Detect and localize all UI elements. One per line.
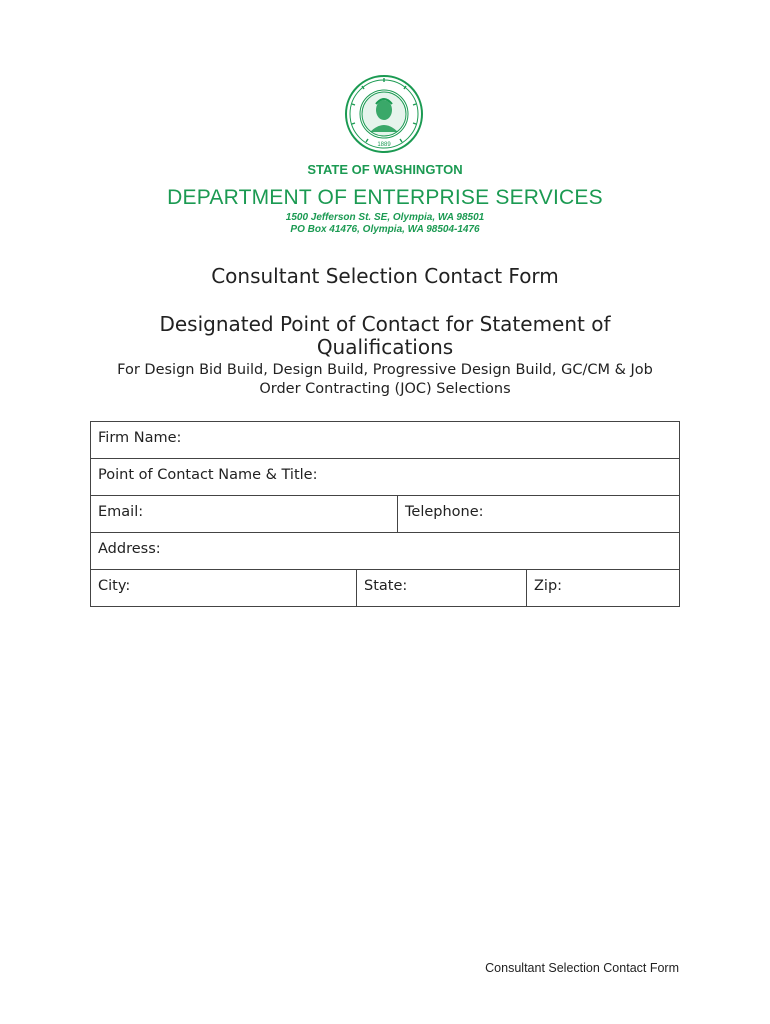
- zip-field[interactable]: Zip:: [526, 570, 679, 606]
- address-field[interactable]: Address:: [98, 541, 161, 557]
- city-state-zip-row: [91, 570, 679, 606]
- email-telephone-row: [91, 496, 679, 533]
- form-description: For Design Bid Build, Design Build, Progressive Design Build, GC/CM & Job Order Contracting (JOC) Selections: [117, 362, 653, 397]
- firm-name-row: [91, 422, 679, 459]
- email-field[interactable]: Email:: [98, 504, 144, 520]
- form-subtitle: Designated Point of Contact for Statement of Qualifications: [159, 312, 611, 359]
- telephone-field[interactable]: Telephone:: [397, 496, 679, 532]
- form-title: Consultant Selection Contact Form: [211, 264, 559, 288]
- washington-seal-icon: [344, 74, 424, 154]
- svg-text:1889: 1889: [377, 142, 391, 148]
- state-name: STATE OF WASHINGTON: [307, 162, 463, 177]
- city-field[interactable]: City:: [98, 578, 131, 594]
- address-row: [91, 533, 679, 570]
- firm-name-field[interactable]: Firm Name:: [98, 430, 182, 446]
- page-footer: Consultant Selection Contact Form: [485, 961, 679, 975]
- contact-name-title-field[interactable]: Point of Contact Name & Title:: [98, 467, 318, 483]
- contact-name-row: [91, 459, 679, 496]
- address-line-1: 1500 Jefferson St. SE, Olympia, WA 98501: [285, 212, 485, 223]
- department-name: DEPARTMENT OF ENTERPRISE SERVICES: [167, 186, 603, 209]
- address-line-2: PO Box 41476, Olympia, WA 98504-1476: [290, 224, 480, 235]
- state-field[interactable]: State:: [356, 570, 526, 606]
- contact-form-table: [90, 421, 680, 607]
